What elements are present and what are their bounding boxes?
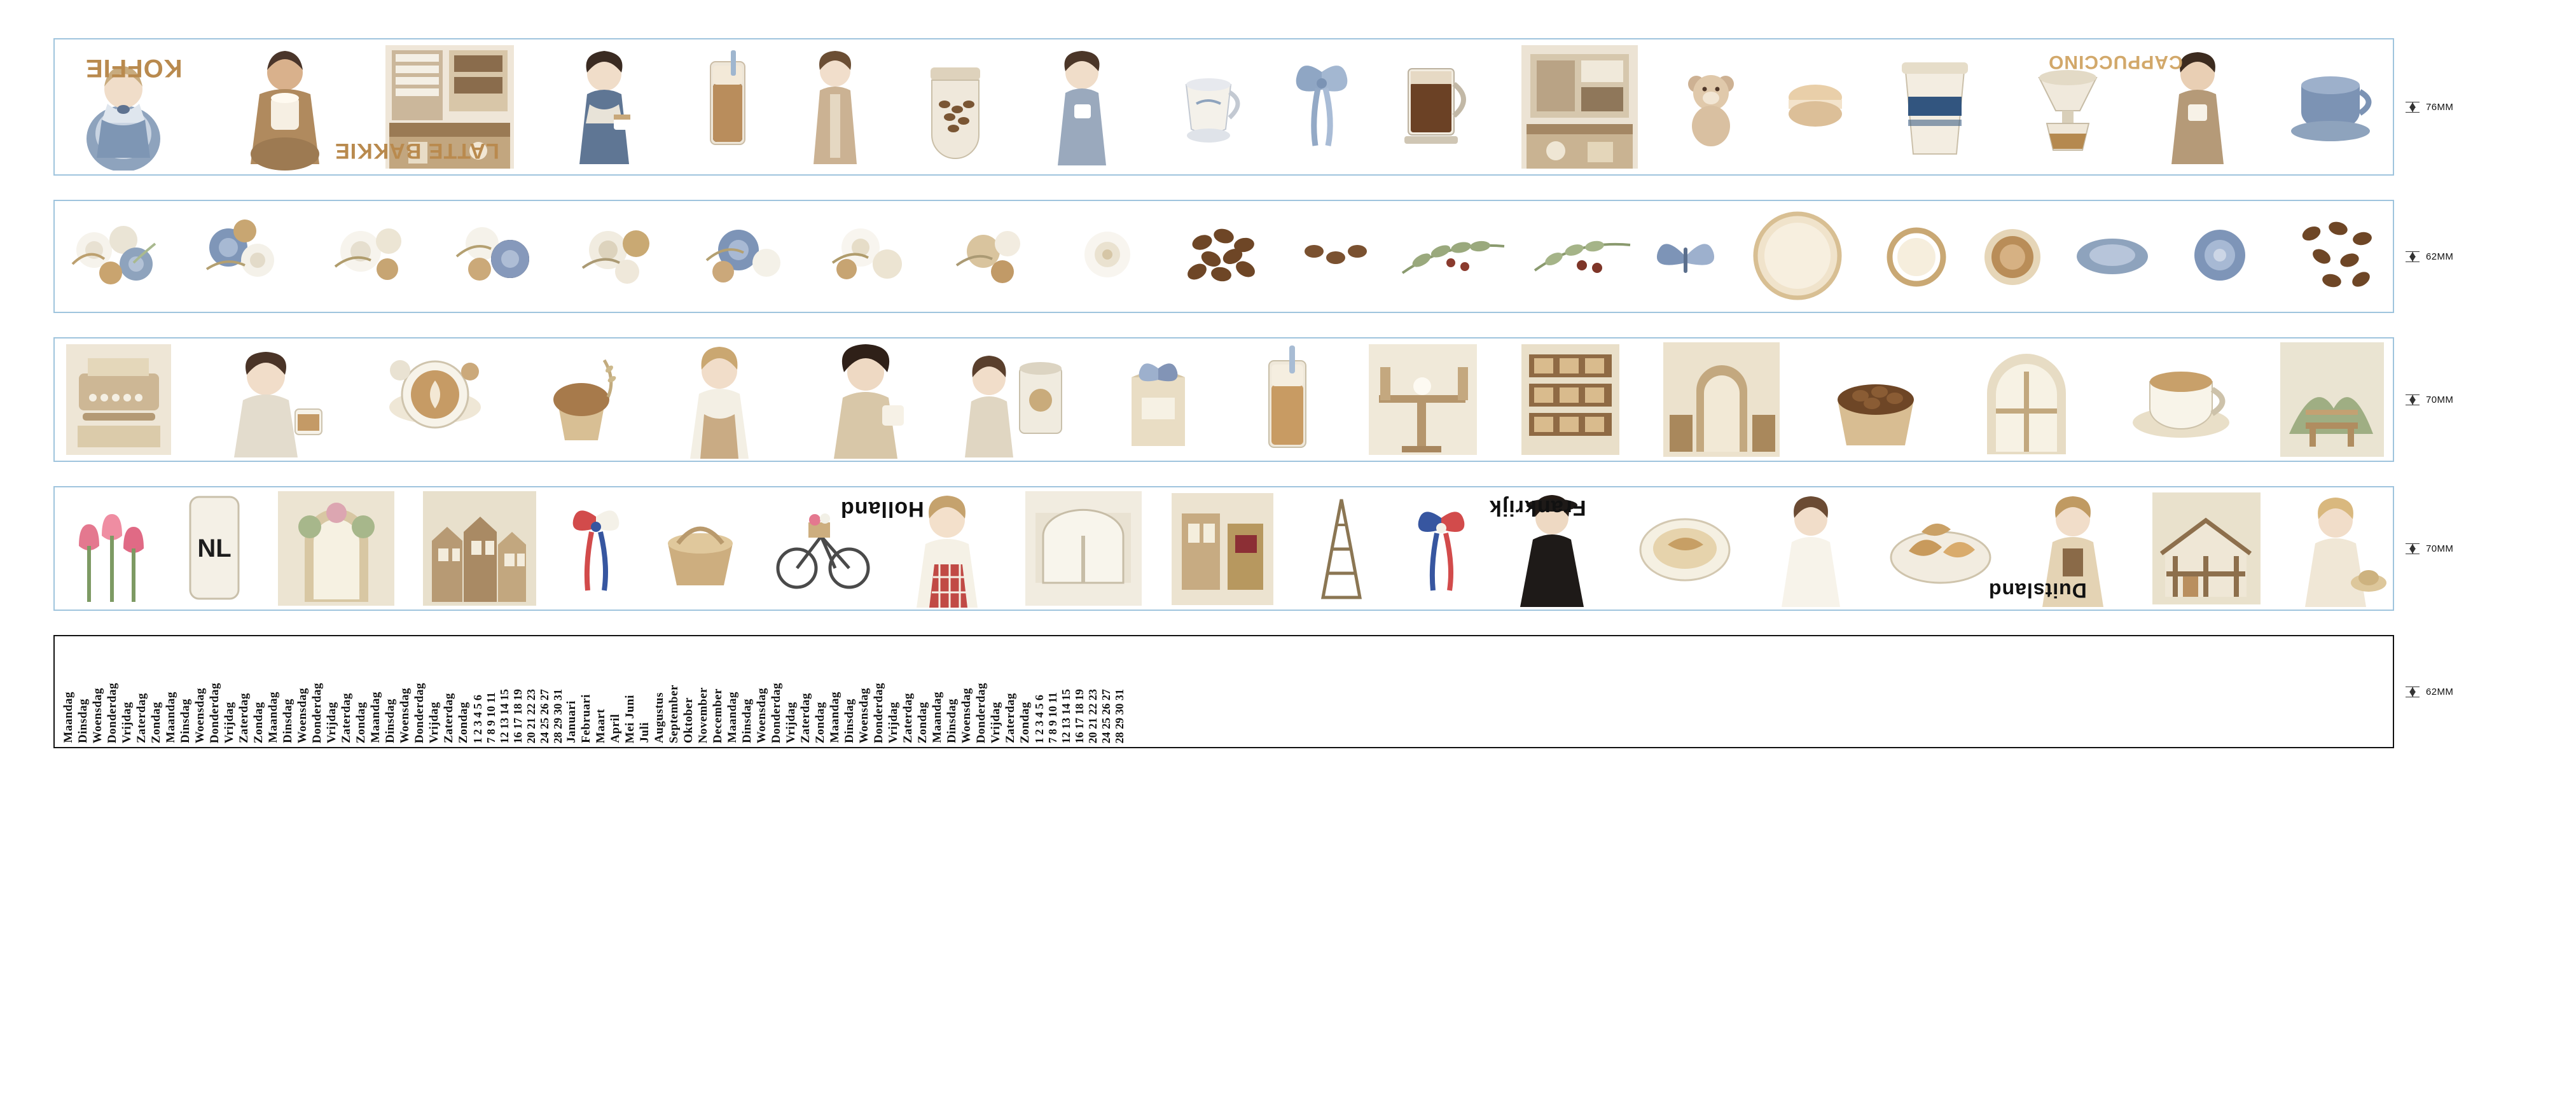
vertical-word-label: Vrijdag	[989, 701, 1002, 743]
paris-street-scene	[1167, 488, 1278, 609]
man-with-coffee-cup	[221, 42, 349, 172]
vertical-word-label: Maandag	[931, 692, 944, 743]
vertical-number-label: 20 21 22 23	[525, 688, 537, 743]
vertical-word-label: December	[711, 688, 724, 743]
vertical-word-label: Zaterdag	[237, 693, 251, 743]
vertical-number-label: 1 2 3 4 5 6	[1033, 694, 1046, 743]
blue-and-white-roses	[441, 206, 553, 307]
vertical-word-label: Donderdag	[413, 682, 426, 743]
white-rose-spray	[816, 206, 927, 307]
coffee-bean-row	[1291, 218, 1380, 295]
dutch-days-months-numbers-strip[interactable]	[53, 635, 2394, 748]
blue-cup-and-saucer	[2280, 50, 2388, 164]
strip-row-4	[0, 486, 2576, 611]
woman-in-beige-coat	[797, 43, 873, 171]
vertical-word-label: Vrijdag	[427, 701, 441, 743]
vertical-word-label: Zondag	[354, 701, 368, 743]
vertical-word-label: Vrijdag	[223, 701, 236, 743]
strip-row-2	[0, 200, 2576, 313]
vertical-word-label: Maandag	[164, 692, 177, 743]
vertical-word-label: Zondag	[149, 701, 163, 743]
measure-label-4: 70MM	[2426, 543, 2454, 554]
vertical-number-label: 1 2 3 4 5 6	[471, 694, 484, 743]
vertical-word-label: Zaterdag	[442, 693, 455, 743]
vertical-word-label: Zondag	[457, 701, 470, 743]
olive-branch	[1394, 212, 1514, 301]
vertical-word-label: Woensdag	[755, 687, 768, 743]
espresso-machine	[1518, 41, 1642, 172]
vertical-word-label: Oktober	[682, 697, 695, 743]
paper-coffee-cup	[1884, 43, 1986, 171]
blue-saucer	[2068, 218, 2157, 295]
vertical-number-label: 28 29 30 31	[551, 688, 564, 743]
french-flag-ribbon	[1406, 491, 1476, 606]
croissants-tray	[1882, 491, 2000, 606]
strip-3-content	[55, 338, 2393, 461]
countries-travel-strip[interactable]	[53, 486, 2394, 611]
word-group	[62, 683, 165, 743]
eiffel-tower	[1299, 488, 1385, 609]
berry-branch	[1528, 212, 1637, 301]
vertical-word-label: Februari	[579, 694, 593, 743]
pastry-shelf	[1516, 339, 1624, 460]
pink-tulips	[60, 487, 155, 610]
garden-bench-scene	[2276, 338, 2388, 461]
vertical-number-label: 7 8 9 10 11	[485, 692, 497, 743]
french-pastry-plate	[1630, 491, 1741, 606]
vertical-word-label: Donderdag	[974, 682, 988, 743]
strip-1-content	[55, 39, 2393, 174]
vertical-word-label: Donderdag	[208, 682, 221, 743]
word-group	[165, 683, 267, 743]
white-ceramic-pitcher	[1161, 53, 1256, 161]
vertical-word-label: Donderdag	[310, 682, 324, 743]
blonde-woman-with-hat	[2286, 487, 2388, 610]
vertical-word-label: Maandag	[62, 692, 75, 743]
cafe-life-strip[interactable]	[53, 337, 2394, 462]
measure-label-3: 70MM	[2426, 394, 2454, 405]
vertical-word-label: Woensdag	[91, 687, 104, 743]
woman-holding-mug	[1037, 43, 1126, 171]
svg-text:NL: NL	[197, 534, 232, 562]
vertical-word-label: Dinsdag	[740, 698, 754, 743]
white-peony	[1060, 207, 1156, 306]
dimension-bracket-icon	[2406, 251, 2420, 262]
word-group	[267, 683, 370, 743]
word-group	[931, 683, 1034, 743]
vertical-word-label: Zondag	[916, 701, 929, 743]
vertical-word-label: Donderdag	[872, 682, 885, 743]
dimension-bracket-icon	[2406, 394, 2420, 405]
arched-window	[1968, 338, 2086, 461]
coffee-stain-ring	[1734, 202, 1861, 310]
vertical-word-label: April	[609, 714, 622, 743]
vertical-word-label: Maandag	[267, 692, 280, 743]
woman-with-latte	[550, 43, 658, 171]
tape-word-latte-bakkie: LATTE BAKKIE	[335, 139, 499, 163]
measure-label-5: 62MM	[2426, 686, 2454, 697]
vertical-number-label: 24 25 26 27	[538, 688, 551, 743]
vertical-number-label: 12 13 14 15	[498, 688, 511, 743]
measure-strip-3	[2406, 394, 2501, 405]
vertical-word-label: Dinsdag	[281, 698, 294, 743]
woman-with-coffee-tin	[960, 339, 1071, 460]
woman-sleeping-with-mug	[212, 339, 340, 460]
strip-2-content	[55, 201, 2393, 312]
dimension-bracket-icon	[2406, 102, 2420, 113]
vertical-word-label: Maart	[594, 708, 607, 743]
iced-latte-glass	[1246, 339, 1329, 460]
vertical-word-label: Maandag	[828, 692, 841, 743]
vertical-word-label: Woensdag	[960, 687, 973, 743]
strip-row-3	[0, 337, 2576, 462]
measure-strip-4	[2406, 543, 2501, 554]
cafe-interior-doorway	[1659, 338, 1783, 461]
coffee-bean-jar	[908, 50, 1003, 164]
vertical-word-label: Woensdag	[857, 687, 871, 743]
vertical-word-label: Dinsdag	[945, 698, 959, 743]
vertical-word-label: Woensdag	[193, 687, 207, 743]
coffee-cup-and-saucer	[2121, 342, 2241, 457]
latte-art-cup-with-flowers	[375, 341, 495, 459]
vertical-word-label: Vrijdag	[887, 701, 900, 743]
white-peony-spray	[316, 206, 427, 307]
vertical-number-label: 24 25 26 27	[1100, 688, 1112, 743]
vertical-word-label: Augustus	[653, 692, 666, 743]
word-group	[565, 685, 726, 743]
strip-row-1	[0, 38, 2576, 176]
measure-strip-5	[2406, 687, 2501, 697]
vertical-word-label: Vrijdag	[784, 701, 798, 743]
vertical-word-label: Dinsdag	[843, 698, 856, 743]
measure-strip-2	[2406, 251, 2501, 262]
coffee-bag-and-bow	[1106, 339, 1211, 460]
vertical-word-label: Mei Juni	[623, 694, 637, 743]
coffee-cup-top-view	[1971, 215, 2054, 298]
nl-phone-case	[176, 488, 253, 609]
tape-word-koffie: KOFFIE	[85, 54, 183, 82]
glass-coffee-mug	[1388, 48, 1483, 166]
vertical-word-label: Donderdag	[770, 682, 783, 743]
dutch-canal-house-window	[274, 487, 398, 610]
vertical-word-label: Zondag	[252, 701, 265, 743]
vertical-number-label: 7 8 9 10 11	[1046, 692, 1059, 743]
white-blue-floral-bouquet	[60, 206, 177, 307]
scattered-coffee-beans	[2286, 206, 2388, 307]
wicker-basket	[653, 498, 748, 599]
vertical-word-label: Maandag	[369, 692, 382, 743]
vertical-number-label: 16 17 18 19	[1073, 688, 1086, 743]
word-group	[726, 683, 829, 743]
vertical-word-label: Januari	[565, 701, 578, 743]
coffee-people-strip[interactable]	[53, 38, 2394, 176]
vertical-word-label: Woensdag	[296, 687, 309, 743]
vertical-word-label: Zaterdag	[1004, 693, 1017, 743]
blue-butterfly	[1651, 218, 1721, 295]
vertical-number-label: 12 13 14 15	[1060, 688, 1072, 743]
dutch-flag-ribbon	[561, 491, 631, 606]
vertical-word-label: Zaterdag	[135, 693, 148, 743]
blue-peony	[2170, 206, 2272, 307]
coffee-beans-basket	[1818, 341, 1933, 459]
macaron	[1780, 78, 1850, 136]
delft-tile-panel	[1021, 487, 1146, 610]
woman-in-sweater	[667, 339, 772, 460]
vintage-typewriter	[60, 339, 177, 460]
vertical-number-label: 20 21 22 23	[1086, 688, 1099, 743]
coffee-ring-stain-small	[1875, 215, 1958, 298]
vertical-word-label: Juli	[638, 722, 651, 743]
blue-hydrangea-bunch	[691, 206, 803, 307]
tape-word-holland: Holland	[840, 497, 924, 521]
curly-hair-woman-with-cup	[807, 339, 925, 460]
vertical-word-label: Woensdag	[398, 687, 412, 743]
vertical-word-label: Zondag	[814, 701, 827, 743]
vertical-word-label: Donderdag	[106, 682, 119, 743]
cafe-table-chairs	[1364, 339, 1481, 460]
vertical-word-label: Dinsdag	[76, 698, 90, 743]
amsterdam-houses	[419, 487, 540, 610]
vertical-word-label: Maandag	[726, 692, 739, 743]
vertical-word-label: November	[696, 687, 710, 743]
vertical-word-label: Zaterdag	[901, 693, 915, 743]
muffin-and-wheat	[530, 341, 632, 459]
blue-rose-cluster	[191, 206, 303, 307]
number-group	[472, 689, 565, 744]
blue-ribbon-bow	[1290, 46, 1354, 167]
vertical-word-label: Dinsdag	[179, 698, 192, 743]
tape-word-frankrijk: Frankrijk	[1489, 496, 1586, 520]
vertical-word-label: September	[667, 684, 681, 743]
floral-coffee-strip[interactable]	[53, 200, 2394, 313]
strip-4-content	[55, 487, 2393, 610]
measure-label-1: 76MM	[2426, 101, 2454, 113]
german-timber-house	[2147, 487, 2265, 610]
vertical-word-label: Zondag	[1018, 701, 1032, 743]
coffee-bean-pile	[1169, 206, 1277, 307]
iced-coffee-glass	[693, 46, 763, 167]
measure-label-2: 62MM	[2426, 251, 2454, 262]
vertical-word-label: Zaterdag	[799, 693, 812, 743]
tape-word-cappuccino: CAPPUCCINO	[2048, 52, 2183, 73]
word-group	[370, 683, 472, 743]
measure-strip-1	[2406, 102, 2501, 113]
dimension-bracket-icon	[2406, 687, 2420, 697]
number-group	[1034, 689, 1127, 744]
vertical-number-label: 16 17 18 19	[511, 688, 524, 743]
dried-flower-cluster	[941, 206, 1046, 307]
teddy-bear	[1676, 62, 1746, 151]
strip-row-5	[0, 635, 2576, 748]
word-group	[829, 683, 931, 743]
dimension-bracket-icon	[2406, 543, 2420, 554]
vertical-word-label: Dinsdag	[384, 698, 397, 743]
vertical-word-label: Vrijdag	[120, 701, 134, 743]
vertical-word-label: Vrijdag	[325, 701, 338, 743]
cream-floral-arrangement	[566, 206, 677, 307]
woman-in-white-dress	[1762, 487, 1861, 610]
vertical-word-label: Zaterdag	[340, 693, 353, 743]
tape-word-duitsland: Duitsland	[1988, 579, 2087, 602]
vertical-number-label: 28 29 30 31	[1113, 688, 1126, 743]
